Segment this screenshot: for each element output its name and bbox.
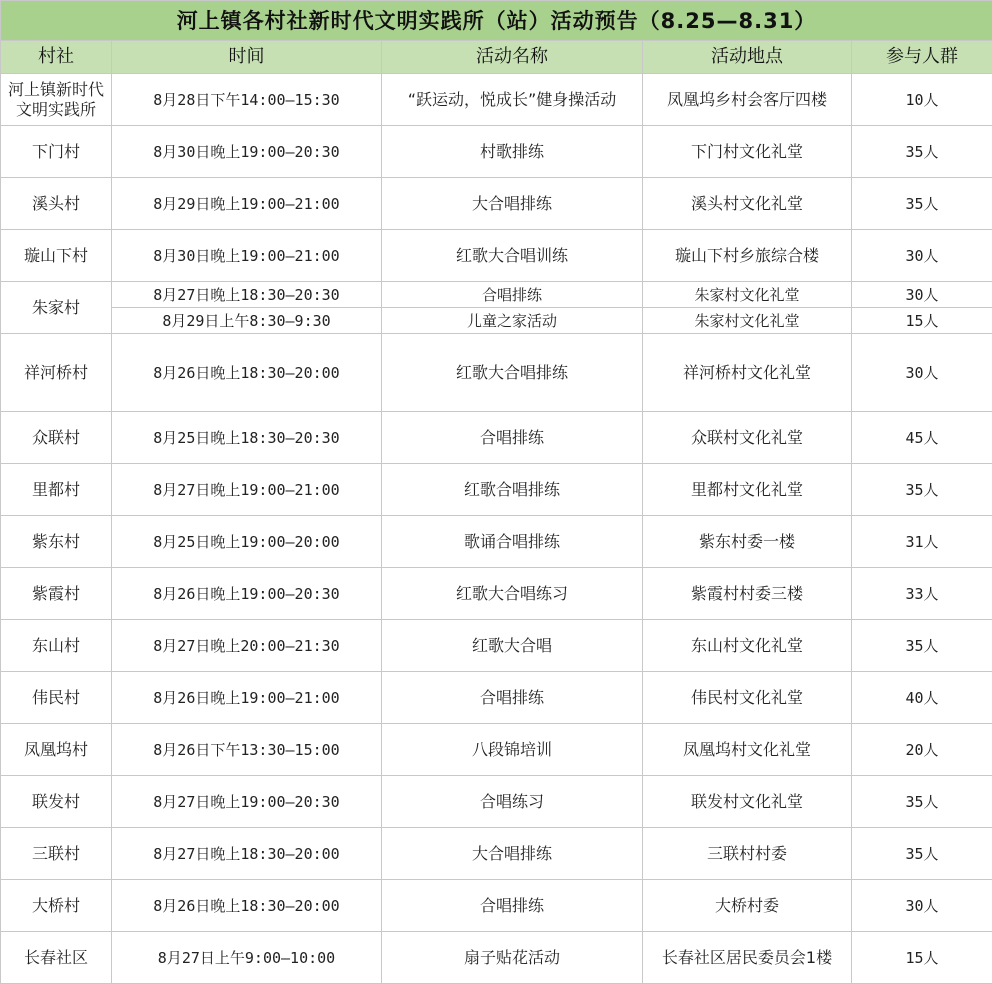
- people-cell: 35人: [852, 776, 992, 828]
- time-cell: 8月27日晚上19:00—20:30: [112, 776, 382, 828]
- header-row: [1, 41, 992, 74]
- village-cell: 祥河桥村: [1, 334, 112, 412]
- people-cell: 33人: [852, 568, 992, 620]
- village-cell: 众联村: [1, 412, 112, 464]
- activity-cell: 村歌排练: [382, 126, 643, 178]
- place-cell: 伟民村文化礼堂: [643, 672, 852, 724]
- place-cell: 凤凰坞乡村会客厅四楼: [643, 74, 852, 126]
- activity-cell: 合唱排练: [382, 880, 643, 932]
- table-row: [1, 334, 992, 412]
- place-cell: 紫霞村村委三楼: [643, 568, 852, 620]
- time-cell: 8月25日晚上19:00—20:00: [112, 516, 382, 568]
- time-cell: 8月27日上午9:00—10:00: [112, 932, 382, 984]
- village-cell: 里都村: [1, 464, 112, 516]
- place-cell: 朱家村文化礼堂: [643, 308, 852, 334]
- village-cell: 下门村: [1, 126, 112, 178]
- people-cell: 15人: [852, 308, 992, 334]
- people-cell: 35人: [852, 828, 992, 880]
- place-cell: 长春社区居民委员会1楼: [643, 932, 852, 984]
- place-cell: 溪头村文化礼堂: [643, 178, 852, 230]
- header-people: 参与人群: [852, 41, 992, 74]
- time-cell: 8月27日晚上19:00—21:00: [112, 464, 382, 516]
- people-cell: 10人: [852, 74, 992, 126]
- table-row: [1, 776, 992, 828]
- table-row: [1, 126, 992, 178]
- header-place: 活动地点: [643, 41, 852, 74]
- place-cell: 紫东村委一楼: [643, 516, 852, 568]
- place-cell: 朱家村文化礼堂: [643, 282, 852, 308]
- village-cell: 璇山下村: [1, 230, 112, 282]
- time-cell: 8月26日下午13:30—15:00: [112, 724, 382, 776]
- time-cell: 8月25日晚上18:30—20:30: [112, 412, 382, 464]
- table-row: [1, 828, 992, 880]
- people-cell: 30人: [852, 880, 992, 932]
- table-row: [1, 672, 992, 724]
- people-cell: 20人: [852, 724, 992, 776]
- activity-cell: 大合唱排练: [382, 828, 643, 880]
- activity-cell: 红歌大合唱练习: [382, 568, 643, 620]
- activity-cell: 红歌大合唱排练: [382, 334, 643, 412]
- activity-cell: 合唱排练: [382, 282, 643, 308]
- people-cell: 35人: [852, 620, 992, 672]
- activity-cell: 大合唱排练: [382, 178, 643, 230]
- village-cell: 伟民村: [1, 672, 112, 724]
- activity-cell: 红歌合唱排练: [382, 464, 643, 516]
- time-cell: 8月29日上午8:30—9:30: [112, 308, 382, 334]
- table-row: [1, 308, 992, 334]
- table-row: [1, 464, 992, 516]
- people-cell: 30人: [852, 334, 992, 412]
- people-cell: 45人: [852, 412, 992, 464]
- people-cell: 35人: [852, 178, 992, 230]
- village-cell: 朱家村: [1, 282, 112, 334]
- place-cell: 凤凰坞村文化礼堂: [643, 724, 852, 776]
- place-cell: 东山村文化礼堂: [643, 620, 852, 672]
- place-cell: 大桥村委: [643, 880, 852, 932]
- table-title: 河上镇各村社新时代文明实践所（站）活动预告（8.25—8.31）: [1, 1, 992, 41]
- activity-cell: 歌诵合唱排练: [382, 516, 643, 568]
- activity-cell: 儿童之家活动: [382, 308, 643, 334]
- activity-cell: 合唱排练: [382, 412, 643, 464]
- place-cell: 下门村文化礼堂: [643, 126, 852, 178]
- time-cell: 8月26日晚上18:30—20:00: [112, 334, 382, 412]
- table-row: [1, 516, 992, 568]
- time-cell: 8月26日晚上19:00—21:00: [112, 672, 382, 724]
- place-cell: 祥河桥村文化礼堂: [643, 334, 852, 412]
- people-cell: 15人: [852, 932, 992, 984]
- activity-cell: 红歌大合唱训练: [382, 230, 643, 282]
- village-cell: 紫霞村: [1, 568, 112, 620]
- activity-cell: 扇子贴花活动: [382, 932, 643, 984]
- table-row: [1, 230, 992, 282]
- table-row: [1, 74, 992, 126]
- header-time: 时间: [112, 41, 382, 74]
- time-cell: 8月28日下午14:00—15:30: [112, 74, 382, 126]
- table-row: [1, 568, 992, 620]
- time-cell: 8月30日晚上19:00—21:00: [112, 230, 382, 282]
- place-cell: 三联村村委: [643, 828, 852, 880]
- time-cell: 8月27日晚上20:00—21:30: [112, 620, 382, 672]
- people-cell: 30人: [852, 282, 992, 308]
- title-row: [1, 1, 992, 41]
- village-cell: 东山村: [1, 620, 112, 672]
- village-cell: 凤凰坞村: [1, 724, 112, 776]
- village-cell: 长春社区: [1, 932, 112, 984]
- people-cell: 40人: [852, 672, 992, 724]
- village-cell: 紫东村: [1, 516, 112, 568]
- time-cell: 8月29日晚上19:00—21:00: [112, 178, 382, 230]
- village-cell: 三联村: [1, 828, 112, 880]
- place-cell: 众联村文化礼堂: [643, 412, 852, 464]
- table-row: [1, 932, 992, 984]
- table-row: [1, 880, 992, 932]
- activity-cell: 八段锦培训: [382, 724, 643, 776]
- activity-cell: 合唱排练: [382, 672, 643, 724]
- place-cell: 璇山下村乡旅综合楼: [643, 230, 852, 282]
- table-row: [1, 178, 992, 230]
- time-cell: 8月26日晚上19:00—20:30: [112, 568, 382, 620]
- people-cell: 30人: [852, 230, 992, 282]
- time-cell: 8月27日晚上18:30—20:30: [112, 282, 382, 308]
- village-cell: 溪头村: [1, 178, 112, 230]
- time-cell: 8月30日晚上19:00—20:30: [112, 126, 382, 178]
- village-cell: 河上镇新时代文明实践所: [1, 74, 112, 126]
- time-cell: 8月27日晚上18:30—20:00: [112, 828, 382, 880]
- people-cell: 35人: [852, 126, 992, 178]
- people-cell: 35人: [852, 464, 992, 516]
- village-cell: 大桥村: [1, 880, 112, 932]
- table-row: [1, 412, 992, 464]
- activity-cell: 红歌大合唱: [382, 620, 643, 672]
- village-cell: 联发村: [1, 776, 112, 828]
- header-activity: 活动名称: [382, 41, 643, 74]
- activity-cell: “跃运动，悦成长”健身操活动: [382, 74, 643, 126]
- place-cell: 联发村文化礼堂: [643, 776, 852, 828]
- table-row: [1, 724, 992, 776]
- table-row: [1, 620, 992, 672]
- place-cell: 里都村文化礼堂: [643, 464, 852, 516]
- table-row: [1, 282, 992, 308]
- time-cell: 8月26日晚上18:30—20:00: [112, 880, 382, 932]
- people-cell: 31人: [852, 516, 992, 568]
- activity-cell: 合唱练习: [382, 776, 643, 828]
- header-village: 村社: [1, 41, 112, 74]
